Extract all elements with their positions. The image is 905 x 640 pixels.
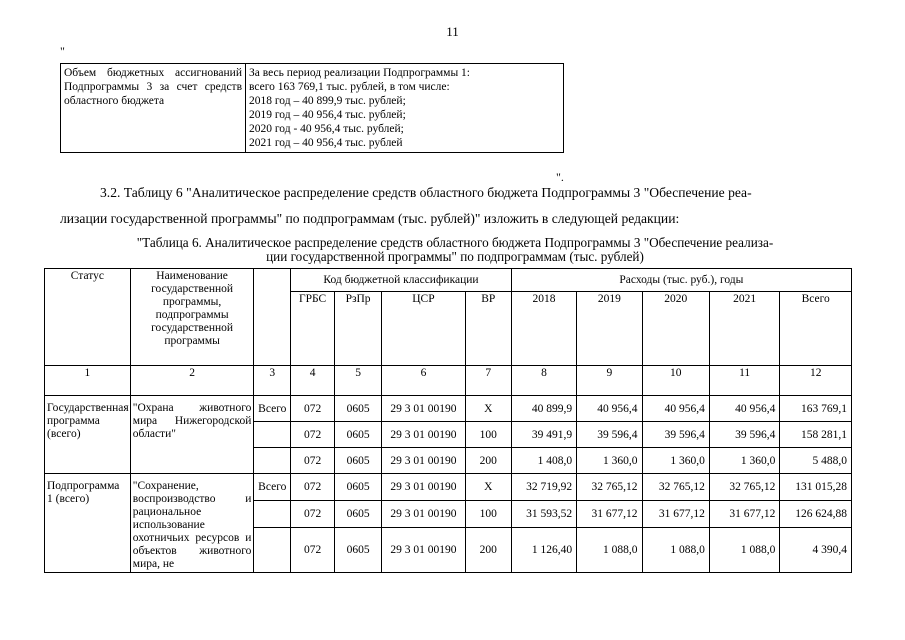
col-number: 8 (511, 366, 576, 396)
cell-2019: 1 088,0 (577, 527, 642, 572)
cell-rzpr: 0605 (335, 500, 382, 527)
col-number: 12 (780, 366, 852, 396)
cell-grbs: 072 (291, 422, 335, 448)
cell-rzpr: 0605 (335, 474, 382, 501)
info-line: 2020 год - 40 956,4 тыс. рублей; (249, 123, 404, 135)
cell-2021: 1 088,0 (709, 527, 779, 572)
cell-2021: 32 765,12 (709, 474, 779, 501)
cell-vr: 200 (465, 527, 511, 572)
cell-2018: 32 719,92 (511, 474, 576, 501)
info-box-label: Объем бюджетных ассигнований Подпрограммы 3 за счет средств областного бюджета (61, 64, 246, 153)
row-name: "Охрана животного мира Нижегородской области" (130, 396, 254, 474)
col-number: 2 (130, 366, 254, 396)
row-kind: Всего (254, 396, 291, 422)
cell-rzpr: 0605 (335, 396, 382, 422)
cell-2018: 1 408,0 (511, 448, 576, 474)
cell-2021: 31 677,12 (709, 500, 779, 527)
opening-quote-mark: " (60, 44, 65, 58)
col-number: 10 (642, 366, 709, 396)
closing-quote-mark: ". (556, 170, 564, 184)
cell-2021: 1 360,0 (709, 448, 779, 474)
header-status: Статус (45, 269, 131, 366)
cell-grbs: 072 (291, 527, 335, 572)
col-number: 7 (465, 366, 511, 396)
cell-csr: 29 3 01 00190 (382, 474, 466, 501)
header-empty (254, 269, 291, 366)
cell-2018: 39 491,9 (511, 422, 576, 448)
header-2018: 2018 (511, 292, 576, 366)
cell-2020: 40 956,4 (642, 396, 709, 422)
cell-2020: 39 596,4 (642, 422, 709, 448)
info-line: 2021 год – 40 956,4 тыс. рублей (249, 137, 403, 149)
budget-distribution-table (44, 268, 852, 573)
info-line: всего 163 769,1 тыс. рублей, в том числе: (249, 81, 450, 93)
page-number: 11 (446, 24, 459, 39)
info-line: 2018 год – 40 899,9 тыс. рублей; (249, 95, 406, 107)
table-caption-line-1: "Таблица 6. Аналитическое распределение средств областного бюджета Подпрограммы 3 "Обеспечение реализа- (136, 235, 774, 250)
col-number: 9 (577, 366, 642, 396)
cell-2018: 31 593,52 (511, 500, 576, 527)
cell-total: 5 488,0 (780, 448, 852, 474)
row-kind-empty (254, 448, 291, 474)
header-grbs: ГРБС (291, 292, 335, 366)
info-line: 2019 год – 40 956,4 тыс. рублей; (249, 109, 406, 121)
table-row (45, 474, 852, 501)
column-number-row (45, 366, 852, 396)
cell-2020: 32 765,12 (642, 474, 709, 501)
row-status: Государственная программа (всего) (45, 396, 131, 474)
cell-2019: 31 677,12 (577, 500, 642, 527)
header-vr: ВР (465, 292, 511, 366)
cell-csr: 29 3 01 00190 (382, 500, 466, 527)
cell-total: 163 769,1 (780, 396, 852, 422)
cell-2020: 31 677,12 (642, 500, 709, 527)
cell-grbs: 072 (291, 448, 335, 474)
header-expense-group: Расходы (тыс. руб.), годы (511, 269, 851, 292)
cell-vr: 100 (465, 422, 511, 448)
cell-grbs: 072 (291, 474, 335, 501)
cell-2018: 1 126,40 (511, 527, 576, 572)
cell-2019: 32 765,12 (577, 474, 642, 501)
row-kind-empty (254, 500, 291, 527)
cell-2020: 1 088,0 (642, 527, 709, 572)
col-number: 11 (709, 366, 779, 396)
header-total: Всего (780, 292, 852, 366)
cell-csr: 29 3 01 00190 (382, 422, 466, 448)
cell-grbs: 072 (291, 396, 335, 422)
col-number: 1 (45, 366, 131, 396)
cell-total: 126 624,88 (780, 500, 852, 527)
row-kind-empty (254, 422, 291, 448)
cell-2019: 1 360,0 (577, 448, 642, 474)
cell-2020: 1 360,0 (642, 448, 709, 474)
col-number: 4 (291, 366, 335, 396)
row-status: Подпрограмма 1 (всего) (45, 474, 131, 573)
col-number: 3 (254, 366, 291, 396)
cell-rzpr: 0605 (335, 422, 382, 448)
info-line: За весь период реализации Подпрограммы 1: (249, 67, 471, 79)
col-number: 5 (335, 366, 382, 396)
paragraph-line-2: лизации государственной программы" по подпрограммам (тыс. рублей)" изложить в следующей редакции: (60, 211, 680, 226)
cell-total: 158 281,1 (780, 422, 852, 448)
row-kind-empty (254, 527, 291, 572)
cell-vr: 100 (465, 500, 511, 527)
header-2019: 2019 (577, 292, 642, 366)
cell-vr: 200 (465, 448, 511, 474)
header-name: Наименование государственной программы, подпрограммы государственной программы (130, 269, 254, 366)
cell-2019: 39 596,4 (577, 422, 642, 448)
table-row (45, 396, 852, 422)
header-code-group: Код бюджетной классификации (291, 269, 512, 292)
cell-vr: Х (465, 474, 511, 501)
header-2020: 2020 (642, 292, 709, 366)
info-box-values (246, 64, 564, 153)
cell-csr: 29 3 01 00190 (382, 527, 466, 572)
header-csr: ЦСР (382, 292, 466, 366)
header-rzpr: РзПр (335, 292, 382, 366)
table-caption-line-2: ции государственной программы" по подпрограммам (тыс. рублей) (266, 249, 644, 264)
cell-2021: 39 596,4 (709, 422, 779, 448)
cell-total: 4 390,4 (780, 527, 852, 572)
cell-2018: 40 899,9 (511, 396, 576, 422)
cell-csr: 29 3 01 00190 (382, 448, 466, 474)
header-2021: 2021 (709, 292, 779, 366)
cell-2019: 40 956,4 (577, 396, 642, 422)
cell-csr: 29 3 01 00190 (382, 396, 466, 422)
paragraph-line-1: 3.2. Таблицу 6 "Аналитическое распределение средств областного бюджета Подпрограммы 3 "Обеспечение реа- (100, 185, 752, 200)
row-name: "Сохранение, воспроизводство и рациональное использование охотничьих ресурсов и объектов животного мира, не (130, 474, 254, 573)
cell-vr: Х (465, 396, 511, 422)
cell-grbs: 072 (291, 500, 335, 527)
cell-rzpr: 0605 (335, 527, 382, 572)
cell-total: 131 015,28 (780, 474, 852, 501)
budget-info-box (60, 63, 564, 153)
row-kind: Всего (254, 474, 291, 501)
col-number: 6 (382, 366, 466, 396)
cell-rzpr: 0605 (335, 448, 382, 474)
cell-2021: 40 956,4 (709, 396, 779, 422)
